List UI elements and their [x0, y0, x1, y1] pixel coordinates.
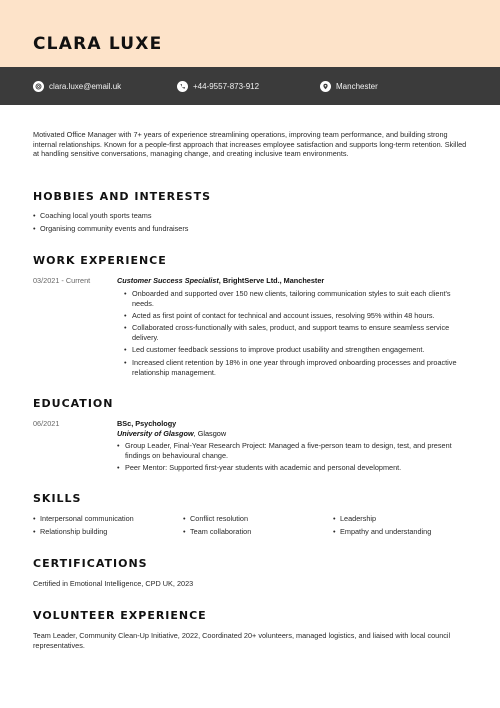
- hobbies-list: [33, 210, 188, 235]
- education-entry-head: [117, 419, 226, 439]
- location-text: Manchester: [336, 81, 378, 91]
- hobbies-heading: HOBBIES AND INTERESTS: [33, 190, 212, 203]
- skill-item: • Team collaboration: [183, 527, 333, 537]
- work-heading: WORK EXPERIENCE: [33, 254, 167, 267]
- list-item: • Peer Mentor: Supported first-year students with academic and personal development.: [117, 463, 472, 473]
- contact-phone[interactable]: [177, 79, 259, 93]
- school-city: , Glasgow: [193, 429, 227, 438]
- professional-summary: Motivated Office Manager with 7+ years of experience streamlining operations, improving team performance, and building strong internal relationships. Known for a people-first approach that increases employee satisfaction and supports long-term retention. Skilled at handling sensitive conversations, managing change, and creating inclusive team environments.: [33, 130, 467, 159]
- skill-item: • Leadership: [333, 514, 473, 524]
- list-item: • Increased client retention by 18% in one year through improved onboarding processes and proactive relationship management.: [124, 358, 469, 378]
- list-item: • Acted as first point of contact for technical and account issues, resolving 95% within 48 hours.: [124, 311, 469, 321]
- education-date: 06/2021: [33, 419, 60, 428]
- skill-item: • Interpersonal communication: [33, 514, 183, 524]
- certifications-heading: CERTIFICATIONS: [33, 557, 148, 570]
- skills-grid: [33, 514, 473, 537]
- skill-item: • Relationship building: [33, 527, 183, 537]
- work-date: 03/2021 - Current: [33, 276, 91, 285]
- volunteer-heading: VOLUNTEER EXPERIENCE: [33, 609, 207, 622]
- contact-bar: [0, 67, 500, 105]
- job-title: Customer Success Specialist: [117, 276, 219, 285]
- list-item: • Led customer feedback sessions to improve product usability and strengthen engagement.: [124, 345, 469, 355]
- at-icon: [33, 81, 44, 92]
- list-item: • Group Leader, Final-Year Research Project: Managed a five-person team to design, test, and present findings on behavioural change.: [117, 441, 472, 461]
- phone-text: +44-9557-873-912: [193, 81, 260, 91]
- education-heading: EDUCATION: [33, 397, 114, 410]
- school: University of Glasgow: [117, 429, 194, 438]
- contact-location: [320, 79, 378, 93]
- skill-item: • Empathy and understanding: [333, 527, 473, 537]
- degree: BSc, Psychology: [117, 419, 177, 428]
- work-bullets: [124, 289, 469, 380]
- email-text: clara.luxe@email.uk: [49, 81, 122, 91]
- contact-email[interactable]: [33, 79, 121, 93]
- certification-text: Certified in Emotional Intelligence, CPD UK, 2023: [33, 579, 194, 588]
- location-pin-icon: [320, 81, 331, 92]
- education-bullets: [117, 441, 472, 475]
- candidate-name: CLARA LUXE: [33, 34, 163, 54]
- list-item: • Collaborated cross-functionally with sales, product, and support teams to ensure seamless service delivery.: [124, 323, 469, 343]
- list-item: • Organising community events and fundraisers: [33, 223, 188, 236]
- list-item: • Onboarded and supported over 150 new clients, tailoring communication styles to suit each client's needs.: [124, 289, 469, 309]
- employer: , BrightServe Ltd., Manchester: [218, 276, 325, 285]
- list-item: • Coaching local youth sports teams: [33, 210, 188, 223]
- volunteer-text: Team Leader, Community Clean-Up Initiative, 2022, Coordinated 20+ volunteers, managed logistics, and liaised with local council representatives.: [33, 631, 451, 650]
- skills-heading: SKILLS: [33, 492, 82, 505]
- work-entry-head: [117, 276, 324, 285]
- phone-icon: [177, 81, 188, 92]
- skill-item: • Conflict resolution: [183, 514, 333, 524]
